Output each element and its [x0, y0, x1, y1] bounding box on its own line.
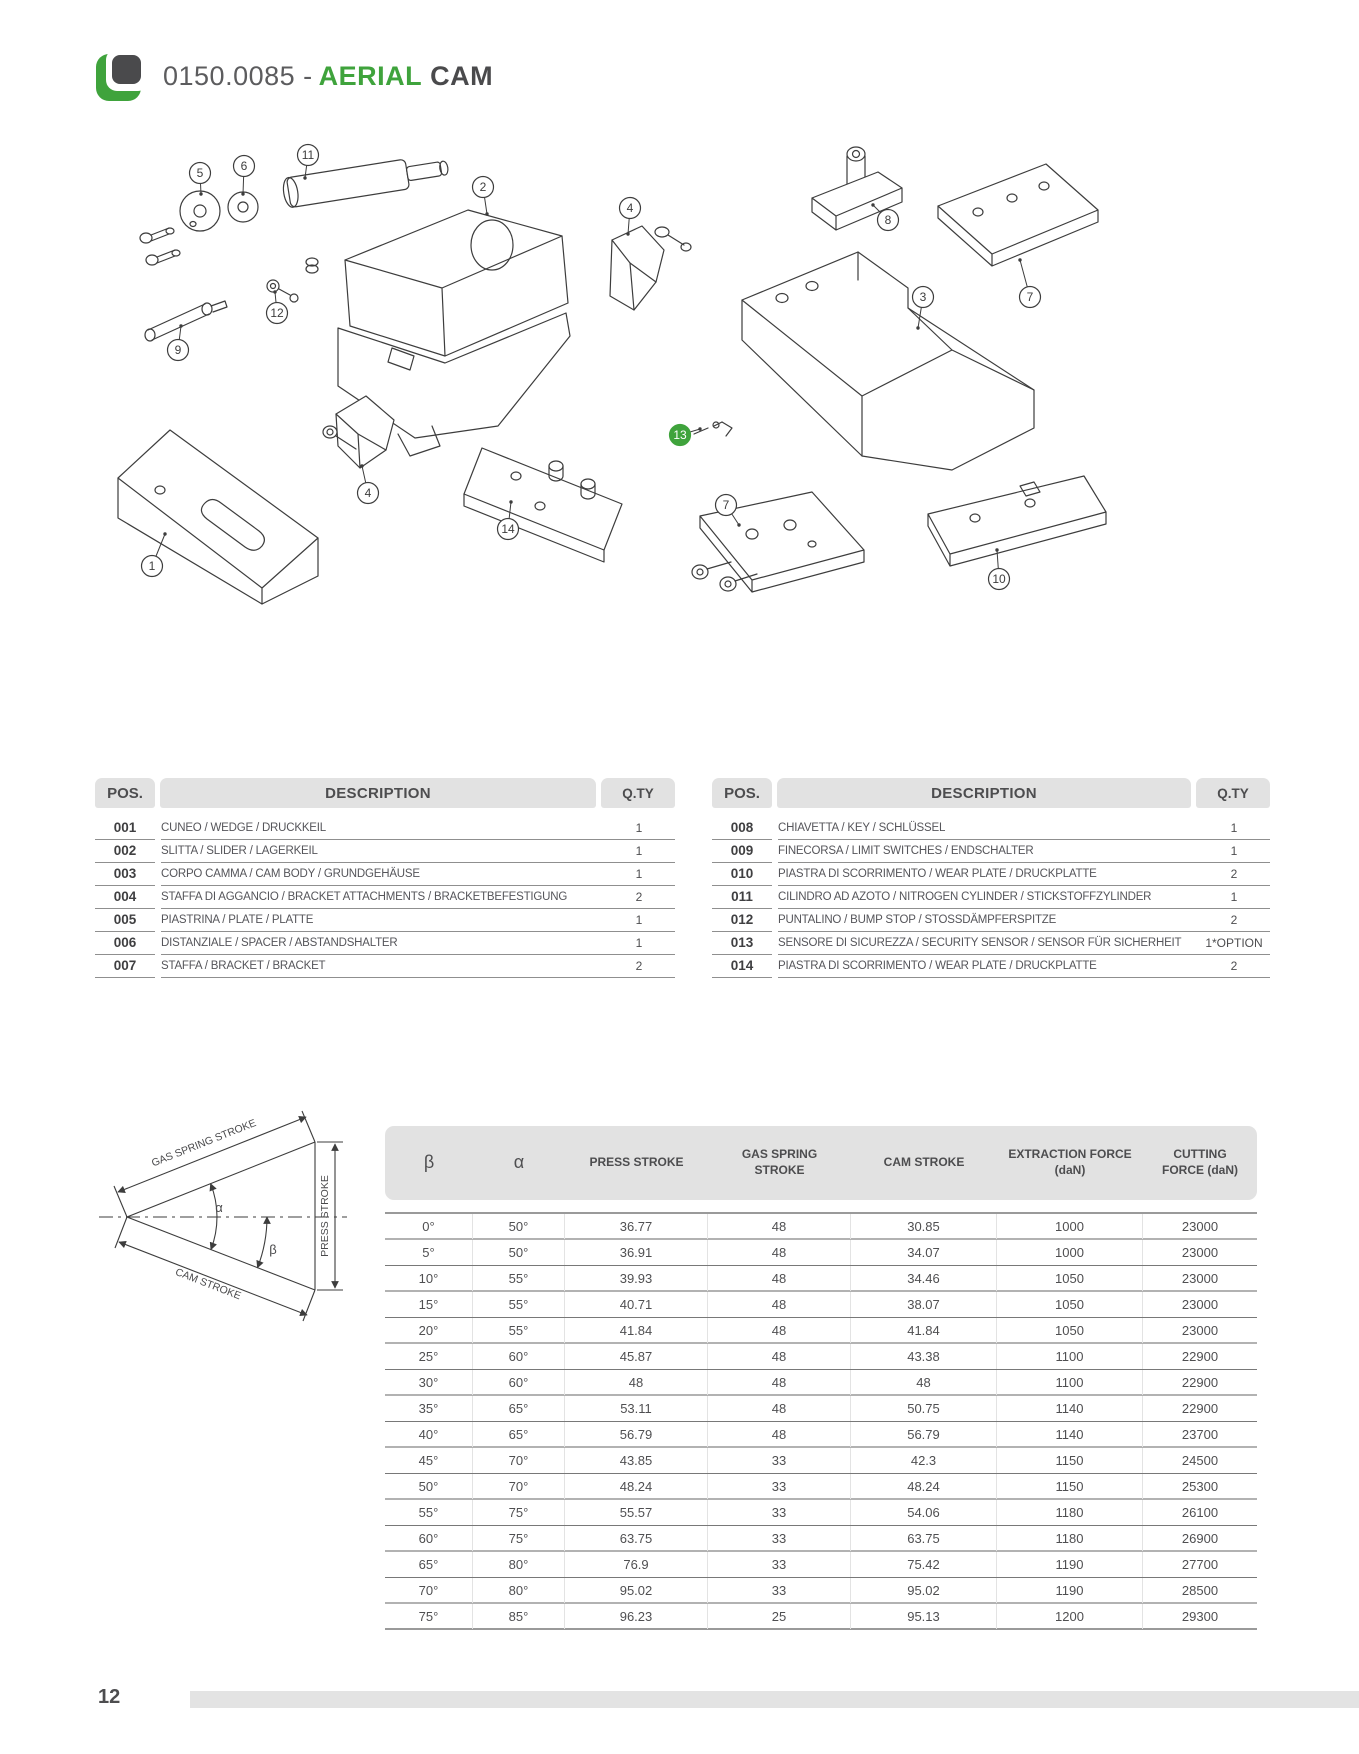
- perf-cell: 70°: [473, 1474, 565, 1499]
- performance-table: [385, 1126, 1257, 1630]
- perf-cell: 1190: [997, 1552, 1143, 1577]
- perf-column-header: CUTTING FORCE (daN): [1162, 1147, 1238, 1177]
- perf-cell: 70°: [385, 1578, 473, 1603]
- parts-table-row: [712, 932, 1270, 955]
- perf-cell: 48: [851, 1370, 997, 1395]
- svg-text:3: 3: [919, 290, 927, 305]
- perf-cell: 1050: [997, 1292, 1143, 1317]
- perf-table-row: [385, 1318, 1257, 1344]
- part-wear-plate-center: [464, 448, 622, 562]
- perf-cell: 23000: [1181, 1271, 1219, 1286]
- part-row-main: [778, 817, 1270, 840]
- perf-cell: 95.13: [851, 1604, 997, 1629]
- perf-cell: 54.06: [851, 1500, 997, 1525]
- perf-cell: 22900: [1181, 1349, 1219, 1364]
- callout-balloon-6: [234, 156, 255, 196]
- part-pos: 004: [95, 886, 155, 909]
- perf-cell: 63.75: [565, 1526, 708, 1551]
- part-qty: 1: [1230, 821, 1238, 835]
- part-qty: 1: [635, 936, 643, 950]
- part-plate-disc: [180, 191, 220, 231]
- perf-table-row: [385, 1500, 1257, 1526]
- perf-cell: 0°: [385, 1214, 473, 1239]
- svg-text:8: 8: [884, 213, 892, 228]
- part-qty: 2: [635, 890, 643, 904]
- perf-cell: 48: [708, 1214, 851, 1239]
- perf-cell: 48: [708, 1396, 851, 1421]
- perf-cell: 65°: [473, 1422, 565, 1447]
- perf-table-row: [385, 1552, 1257, 1578]
- part-description: STAFFA / BRACKET / BRACKET: [161, 960, 326, 972]
- perf-cell: 26100: [1181, 1505, 1219, 1520]
- perf-cell: 60°: [473, 1344, 565, 1369]
- perf-cell: 25: [708, 1604, 851, 1629]
- part-row-main: [161, 840, 675, 863]
- column-header-qty: Q.TY: [1196, 778, 1270, 808]
- perf-cell: 1100: [997, 1344, 1143, 1369]
- parts-table-row: [95, 955, 675, 978]
- column-header-description: DESCRIPTION: [777, 778, 1191, 808]
- part-row-main: [161, 863, 675, 886]
- performance-table-body: [385, 1212, 1257, 1630]
- perf-cell: 56.79: [565, 1422, 708, 1447]
- svg-text:11: 11: [301, 148, 315, 163]
- perf-cell: 28500: [1181, 1583, 1219, 1598]
- part-pos: 014: [712, 955, 772, 978]
- parts-table-right: [712, 778, 1270, 978]
- part-qty: 1: [635, 867, 643, 881]
- part-qty: 1: [635, 913, 643, 927]
- svg-text:7: 7: [722, 498, 730, 513]
- part-description: PIASTRA DI SCORRIMENTO / WEAR PLATE / DRUCKPLATTE: [778, 868, 1097, 880]
- part-wear-plate-right: [928, 476, 1106, 566]
- part-description: CHIAVETTA / KEY / SCHLÜSSEL: [778, 822, 946, 834]
- part-pos: 010: [712, 863, 772, 886]
- part-pos: 006: [95, 932, 155, 955]
- part-row-main: [778, 863, 1270, 886]
- perf-cell: 38.07: [851, 1292, 997, 1317]
- perf-cell: 39.93: [565, 1266, 708, 1291]
- parts-table-row: [95, 863, 675, 886]
- svg-text:10: 10: [992, 572, 1006, 587]
- part-spacer-disc: [228, 192, 258, 222]
- perf-cell: 48.24: [851, 1474, 997, 1499]
- perf-cell: 1150: [997, 1448, 1143, 1473]
- perf-cell: 55.57: [565, 1500, 708, 1525]
- perf-cell: 1140: [997, 1422, 1143, 1447]
- perf-cell: 27700: [1181, 1557, 1219, 1572]
- svg-text:6: 6: [240, 159, 248, 174]
- part-description: SENSORE DI SICUREZZA / SECURITY SENSOR / SENSOR FÜR SICHERHEIT: [778, 937, 1182, 949]
- svg-text:4: 4: [626, 201, 634, 216]
- part-row-main: [161, 955, 675, 978]
- perf-cell: 48: [708, 1370, 851, 1395]
- parts-table-row: [95, 840, 675, 863]
- perf-cell: 1200: [997, 1604, 1143, 1629]
- page-header: [95, 48, 493, 104]
- part-qty: 2: [1230, 913, 1238, 927]
- part-row-main: [778, 932, 1270, 955]
- perf-cell: 1000: [997, 1240, 1143, 1265]
- part-pos: 003: [95, 863, 155, 886]
- part-description: CILINDRO AD AZOTO / NITROGEN CYLINDER / STICKSTOFFZYLINDER: [778, 891, 1152, 903]
- perf-cell: 20°: [385, 1318, 473, 1343]
- column-header-pos: POS.: [712, 778, 772, 808]
- perf-cell: 1140: [997, 1396, 1143, 1421]
- part-qty: 1: [1230, 890, 1238, 904]
- perf-cell: 34.07: [851, 1240, 997, 1265]
- perf-cell: 75°: [385, 1604, 473, 1629]
- perf-cell: 29300: [1181, 1609, 1219, 1624]
- stroke-angle-diagram: [85, 1082, 377, 1360]
- perf-table-row: [385, 1578, 1257, 1604]
- perf-cell: 1180: [997, 1526, 1143, 1551]
- perf-cell: 1050: [997, 1266, 1143, 1291]
- perf-cell: 33: [708, 1474, 851, 1499]
- perf-cell: 15°: [385, 1292, 473, 1317]
- perf-cell: 75.42: [851, 1552, 997, 1577]
- part-description: SLITTA / SLIDER / LAGERKEIL: [161, 845, 318, 857]
- cam-stroke-label: CAM STROKE: [173, 1266, 243, 1303]
- perf-cell: 95.02: [851, 1578, 997, 1603]
- product-code: 0150.0085 -: [163, 60, 313, 91]
- perf-cell: 1050: [997, 1318, 1143, 1343]
- perf-cell: 1190: [997, 1578, 1143, 1603]
- perf-cell: 60°: [473, 1370, 565, 1395]
- callout-balloon-9: [168, 324, 189, 360]
- parts-table-row: [95, 909, 675, 932]
- exploded-diagram: [0, 118, 1359, 680]
- perf-cell: 36.91: [565, 1240, 708, 1265]
- svg-text:4: 4: [364, 486, 372, 501]
- perf-cell: 23000: [1181, 1323, 1219, 1338]
- part-bracket-right: [938, 164, 1098, 266]
- perf-cell: 65°: [473, 1396, 565, 1421]
- perf-table-row: [385, 1526, 1257, 1552]
- perf-table-row: [385, 1474, 1257, 1500]
- perf-cell: 55°: [473, 1292, 565, 1317]
- perf-cell: 41.84: [565, 1318, 708, 1343]
- perf-cell: 30°: [385, 1370, 473, 1395]
- perf-cell: 55°: [473, 1266, 565, 1291]
- part-pos: 002: [95, 840, 155, 863]
- part-pos: 008: [712, 817, 772, 840]
- gas-spring-stroke-label: GAS SPRING STROKE: [149, 1117, 258, 1170]
- perf-cell: 23700: [1181, 1427, 1219, 1442]
- parts-rows: [712, 817, 1270, 978]
- perf-cell: 1000: [997, 1214, 1143, 1239]
- perf-column-header: CAM STROKE: [883, 1155, 965, 1170]
- part-description: FINECORSA / LIMIT SWITCHES / ENDSCHALTER: [778, 845, 1034, 857]
- perf-cell: 40.71: [565, 1292, 708, 1317]
- part-row-main: [161, 817, 675, 840]
- perf-cell: 48: [708, 1292, 851, 1317]
- perf-cell: 24500: [1181, 1453, 1219, 1468]
- perf-table-row: [385, 1396, 1257, 1422]
- perf-cell: 50°: [473, 1240, 565, 1265]
- svg-text:1: 1: [148, 559, 156, 574]
- perf-cell: 33: [708, 1448, 851, 1473]
- part-description: PIASTRINA / PLATE / PLATTE: [161, 914, 314, 926]
- perf-cell: 85°: [473, 1604, 565, 1629]
- part-pos: 001: [95, 817, 155, 840]
- perf-cell: 35°: [385, 1396, 473, 1421]
- perf-cell: 33: [708, 1578, 851, 1603]
- perf-cell: 26900: [1181, 1531, 1219, 1546]
- svg-text:5: 5: [196, 166, 204, 181]
- parts-table-row: [95, 817, 675, 840]
- part-pos: 012: [712, 909, 772, 932]
- svg-text:2: 2: [479, 180, 487, 195]
- perf-cell: 1150: [997, 1474, 1143, 1499]
- part-wedge: [118, 430, 318, 604]
- parts-table-header: [95, 778, 675, 808]
- perf-cell: 48: [708, 1344, 851, 1369]
- part-description: STAFFA DI AGGANCIO / BRACKET ATTACHMENTS / BRACKETBEFESTIGUNG: [161, 891, 568, 903]
- callout-balloon-4: [358, 464, 379, 503]
- product-name-rest: CAM: [430, 60, 494, 91]
- perf-cell: 76.9: [565, 1552, 708, 1577]
- beta-angle-label: β: [269, 1242, 277, 1257]
- part-row-main: [778, 909, 1270, 932]
- parts-table-row: [712, 886, 1270, 909]
- perf-cell: 1180: [997, 1500, 1143, 1525]
- perf-cell: 56.79: [851, 1422, 997, 1447]
- part-description: PUNTALINO / BUMP STOP / STOSSDÄMPFERSPITZE: [778, 914, 1057, 926]
- perf-table-row: [385, 1370, 1257, 1396]
- perf-cell: 23000: [1181, 1219, 1219, 1234]
- parts-table-row: [712, 909, 1270, 932]
- perf-cell: 10°: [385, 1266, 473, 1291]
- page-number: 12: [98, 1686, 121, 1708]
- perf-table-row: [385, 1422, 1257, 1448]
- callout-balloon-12: [267, 290, 288, 323]
- part-description: CUNEO / WEDGE / DRUCKKEIL: [161, 822, 326, 834]
- perf-table-row: [385, 1344, 1257, 1370]
- perf-cell: 55°: [473, 1318, 565, 1343]
- perf-cell: 22900: [1181, 1401, 1219, 1416]
- footer-bar: [190, 1691, 1359, 1708]
- perf-table-row: [385, 1448, 1257, 1474]
- perf-cell: 42.3: [851, 1448, 997, 1473]
- callout-balloon-7: [1018, 258, 1040, 307]
- perf-cell: 50°: [473, 1214, 565, 1239]
- brand-logo-icon: [95, 48, 149, 104]
- perf-cell: 50.75: [851, 1396, 997, 1421]
- part-row-main: [778, 840, 1270, 863]
- column-header-pos: POS.: [95, 778, 155, 808]
- perf-cell: 23000: [1181, 1245, 1219, 1260]
- perf-cell: 63.75: [851, 1526, 997, 1551]
- press-stroke-label: PRESS STROKE: [319, 1175, 331, 1257]
- perf-cell: 34.46: [851, 1266, 997, 1291]
- part-description: DISTANZIALE / SPACER / ABSTANDSHALTER: [161, 937, 398, 949]
- perf-cell: 25°: [385, 1344, 473, 1369]
- page-footer: [0, 1684, 1359, 1716]
- perf-cell: 33: [708, 1526, 851, 1551]
- part-row-main: [161, 909, 675, 932]
- part-row-main: [778, 886, 1270, 909]
- perf-cell: 45.87: [565, 1344, 708, 1369]
- perf-cell: 45°: [385, 1448, 473, 1473]
- part-bracket-top: [610, 226, 691, 310]
- column-header-qty: Q.TY: [601, 778, 675, 808]
- perf-cell: 22900: [1181, 1375, 1219, 1390]
- perf-cell: 48.24: [565, 1474, 708, 1499]
- part-cam-body: [742, 252, 1034, 470]
- part-screws-top-left: [140, 228, 180, 265]
- parts-table-row: [95, 886, 675, 909]
- part-qty: 2: [1230, 867, 1238, 881]
- perf-column-header: GAS SPRING STROKE: [741, 1147, 818, 1177]
- parts-table-header: [712, 778, 1270, 808]
- perf-table-row: [385, 1240, 1257, 1266]
- part-bump-stop: [267, 258, 318, 302]
- svg-text:9: 9: [174, 343, 182, 358]
- part-description: CORPO CAMMA / CAM BODY / GRUNDGEHÄUSE: [161, 868, 420, 880]
- parts-table-row: [95, 932, 675, 955]
- callout-balloon-2: [473, 177, 494, 216]
- part-row-main: [161, 886, 675, 909]
- part-pos: 013: [712, 932, 772, 955]
- perf-cell: 80°: [473, 1552, 565, 1577]
- part-qty: 1: [1230, 844, 1238, 858]
- part-pos: 007: [95, 955, 155, 978]
- parts-table-row: [712, 955, 1270, 978]
- part-description: PIASTRA DI SCORRIMENTO / WEAR PLATE / DRUCKPLATTE: [778, 960, 1097, 972]
- perf-cell: 48: [708, 1318, 851, 1343]
- perf-cell: 23000: [1181, 1297, 1219, 1312]
- perf-cell: 60°: [385, 1526, 473, 1551]
- part-qty: 1: [635, 821, 643, 835]
- part-pos: 009: [712, 840, 772, 863]
- perf-column-header: PRESS STROKE: [589, 1155, 684, 1170]
- perf-cell: 1100: [997, 1370, 1143, 1395]
- parts-table-row: [712, 840, 1270, 863]
- perf-cell: 5°: [385, 1240, 473, 1265]
- perf-cell: 25300: [1181, 1479, 1219, 1494]
- alpha-angle-label: α: [215, 1200, 223, 1215]
- performance-table-header: [385, 1126, 1257, 1200]
- svg-text:7: 7: [1026, 290, 1034, 305]
- perf-table-row: [385, 1604, 1257, 1630]
- part-row-main: [161, 932, 675, 955]
- callout-balloon-13: [670, 425, 702, 446]
- parts-rows: [95, 817, 675, 978]
- perf-cell: 48: [708, 1240, 851, 1265]
- perf-cell: 41.84: [851, 1318, 997, 1343]
- part-qty: 2: [1230, 959, 1238, 973]
- perf-cell: 48: [708, 1266, 851, 1291]
- perf-column-header: EXTRACTION FORCE (daN): [1008, 1147, 1132, 1177]
- perf-cell: 30.85: [851, 1214, 997, 1239]
- part-qty: 1*OPTION: [1205, 936, 1263, 950]
- perf-column-header: β: [423, 1152, 435, 1173]
- perf-cell: 95.02: [565, 1578, 708, 1603]
- perf-cell: 48: [708, 1422, 851, 1447]
- svg-text:12: 12: [270, 306, 284, 321]
- parts-table-left: [95, 778, 675, 978]
- page-title: [163, 61, 493, 92]
- product-name-highlight: AERIAL: [318, 60, 423, 91]
- perf-cell: 48: [565, 1370, 708, 1395]
- perf-cell: 33: [708, 1552, 851, 1577]
- perf-cell: 50°: [385, 1474, 473, 1499]
- perf-cell: 75°: [473, 1526, 565, 1551]
- perf-cell: 36.77: [565, 1214, 708, 1239]
- perf-cell: 65°: [385, 1552, 473, 1577]
- part-row-main: [778, 955, 1270, 978]
- perf-cell: 80°: [473, 1578, 565, 1603]
- part-qty: 2: [635, 959, 643, 973]
- parts-table-row: [712, 863, 1270, 886]
- perf-cell: 70°: [473, 1448, 565, 1473]
- perf-cell: 33: [708, 1500, 851, 1525]
- perf-cell: 43.85: [565, 1448, 708, 1473]
- part-pos: 011: [712, 886, 772, 909]
- parts-table-row: [712, 817, 1270, 840]
- perf-cell: 40°: [385, 1422, 473, 1447]
- perf-table-row: [385, 1292, 1257, 1318]
- perf-cell: 43.38: [851, 1344, 997, 1369]
- perf-column-header: α: [513, 1152, 525, 1173]
- part-qty: 1: [635, 844, 643, 858]
- part-pin: [145, 301, 227, 341]
- perf-cell: 55°: [385, 1500, 473, 1525]
- svg-text:13: 13: [673, 428, 687, 443]
- part-pos: 005: [95, 909, 155, 932]
- perf-table-row: [385, 1214, 1257, 1240]
- perf-cell: 75°: [473, 1500, 565, 1525]
- perf-table-row: [385, 1266, 1257, 1292]
- column-header-description: DESCRIPTION: [160, 778, 596, 808]
- perf-cell: 96.23: [565, 1604, 708, 1629]
- perf-cell: 53.11: [565, 1396, 708, 1421]
- svg-text:14: 14: [501, 522, 515, 537]
